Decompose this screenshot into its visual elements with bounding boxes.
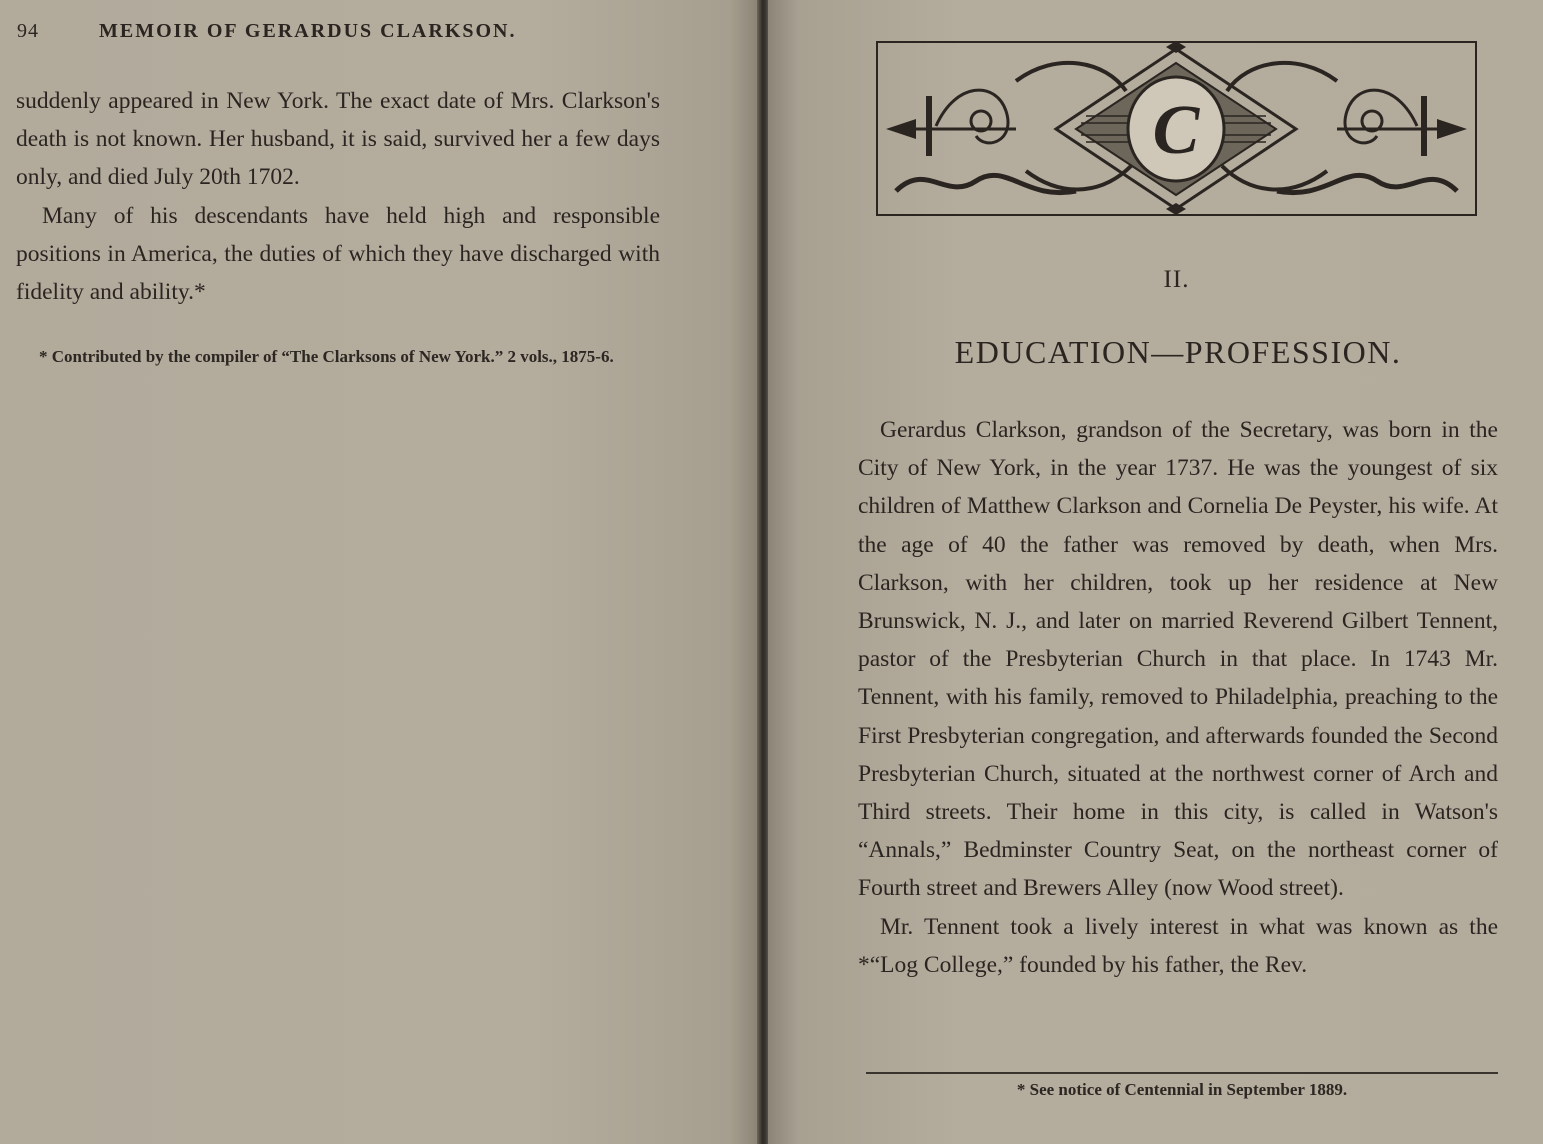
page-number: 94 [17,20,39,42]
ornamental-header-icon [876,41,1477,216]
paragraph: Gerardus Clarkson, grandson of the Secretary, was born in the City of New York, in the year 1737. He was the youngest of six children of Matthew Clarkson and Cornelia De Peyster, his wife. At the age of 40 the father was removed by death, when Mrs. Clarkson, with her children, took up her residence at New Brunswick, N. J., and later on married Reverend Gilbert Tennent, pastor of the Presbyterian Church in that place. In 1743 Mr. Tennent, with his family, removed to Philadelphia, preaching to the First Presbyterian congregation, and afterwards founded the Second Presbyterian Church, situated at the northwest corner of Arch and Third streets. Their home in this city, is called in Watson's “Annals,” Bedminster Country Seat, on the northeast corner of Fourth street and Brewers Alley (now Wood street). [858,417,1498,902]
left-page [0,0,760,1144]
footnote-rule [866,1072,1498,1074]
chapter-number-row [0,266,1543,294]
paragraph: Many of his descendants have held high and responsible positions in America, the duties of which they have discharged with fidelity and ability.* [16,202,660,306]
right-footnote: * See notice of Centennial in September 1889. [1016,1080,1348,1099]
chapter-number: II. [1163,266,1190,293]
running-title: MEMOIR OF GERARDUS CLARKSON. [99,20,517,42]
left-footnote: * Contributed by the compiler of “The Clarksons of New York.” 2 vols., 1875-6. [39,347,614,366]
right-body-text [858,411,1498,984]
ornament-initial: C [1152,92,1200,169]
chapter-title: EDUCATION—PROFESSION. [954,334,1402,370]
paragraph: Mr. Tennent took a lively interest in what was known as the *“Log College,” founded by his father, the Rev. [858,913,1498,978]
paragraph: suddenly appeared in New York. The exact date of Mrs. Clarkson's death is not known. Her husband, it is said, survived her a few days only, and died July 20th 1702. [16,88,660,191]
